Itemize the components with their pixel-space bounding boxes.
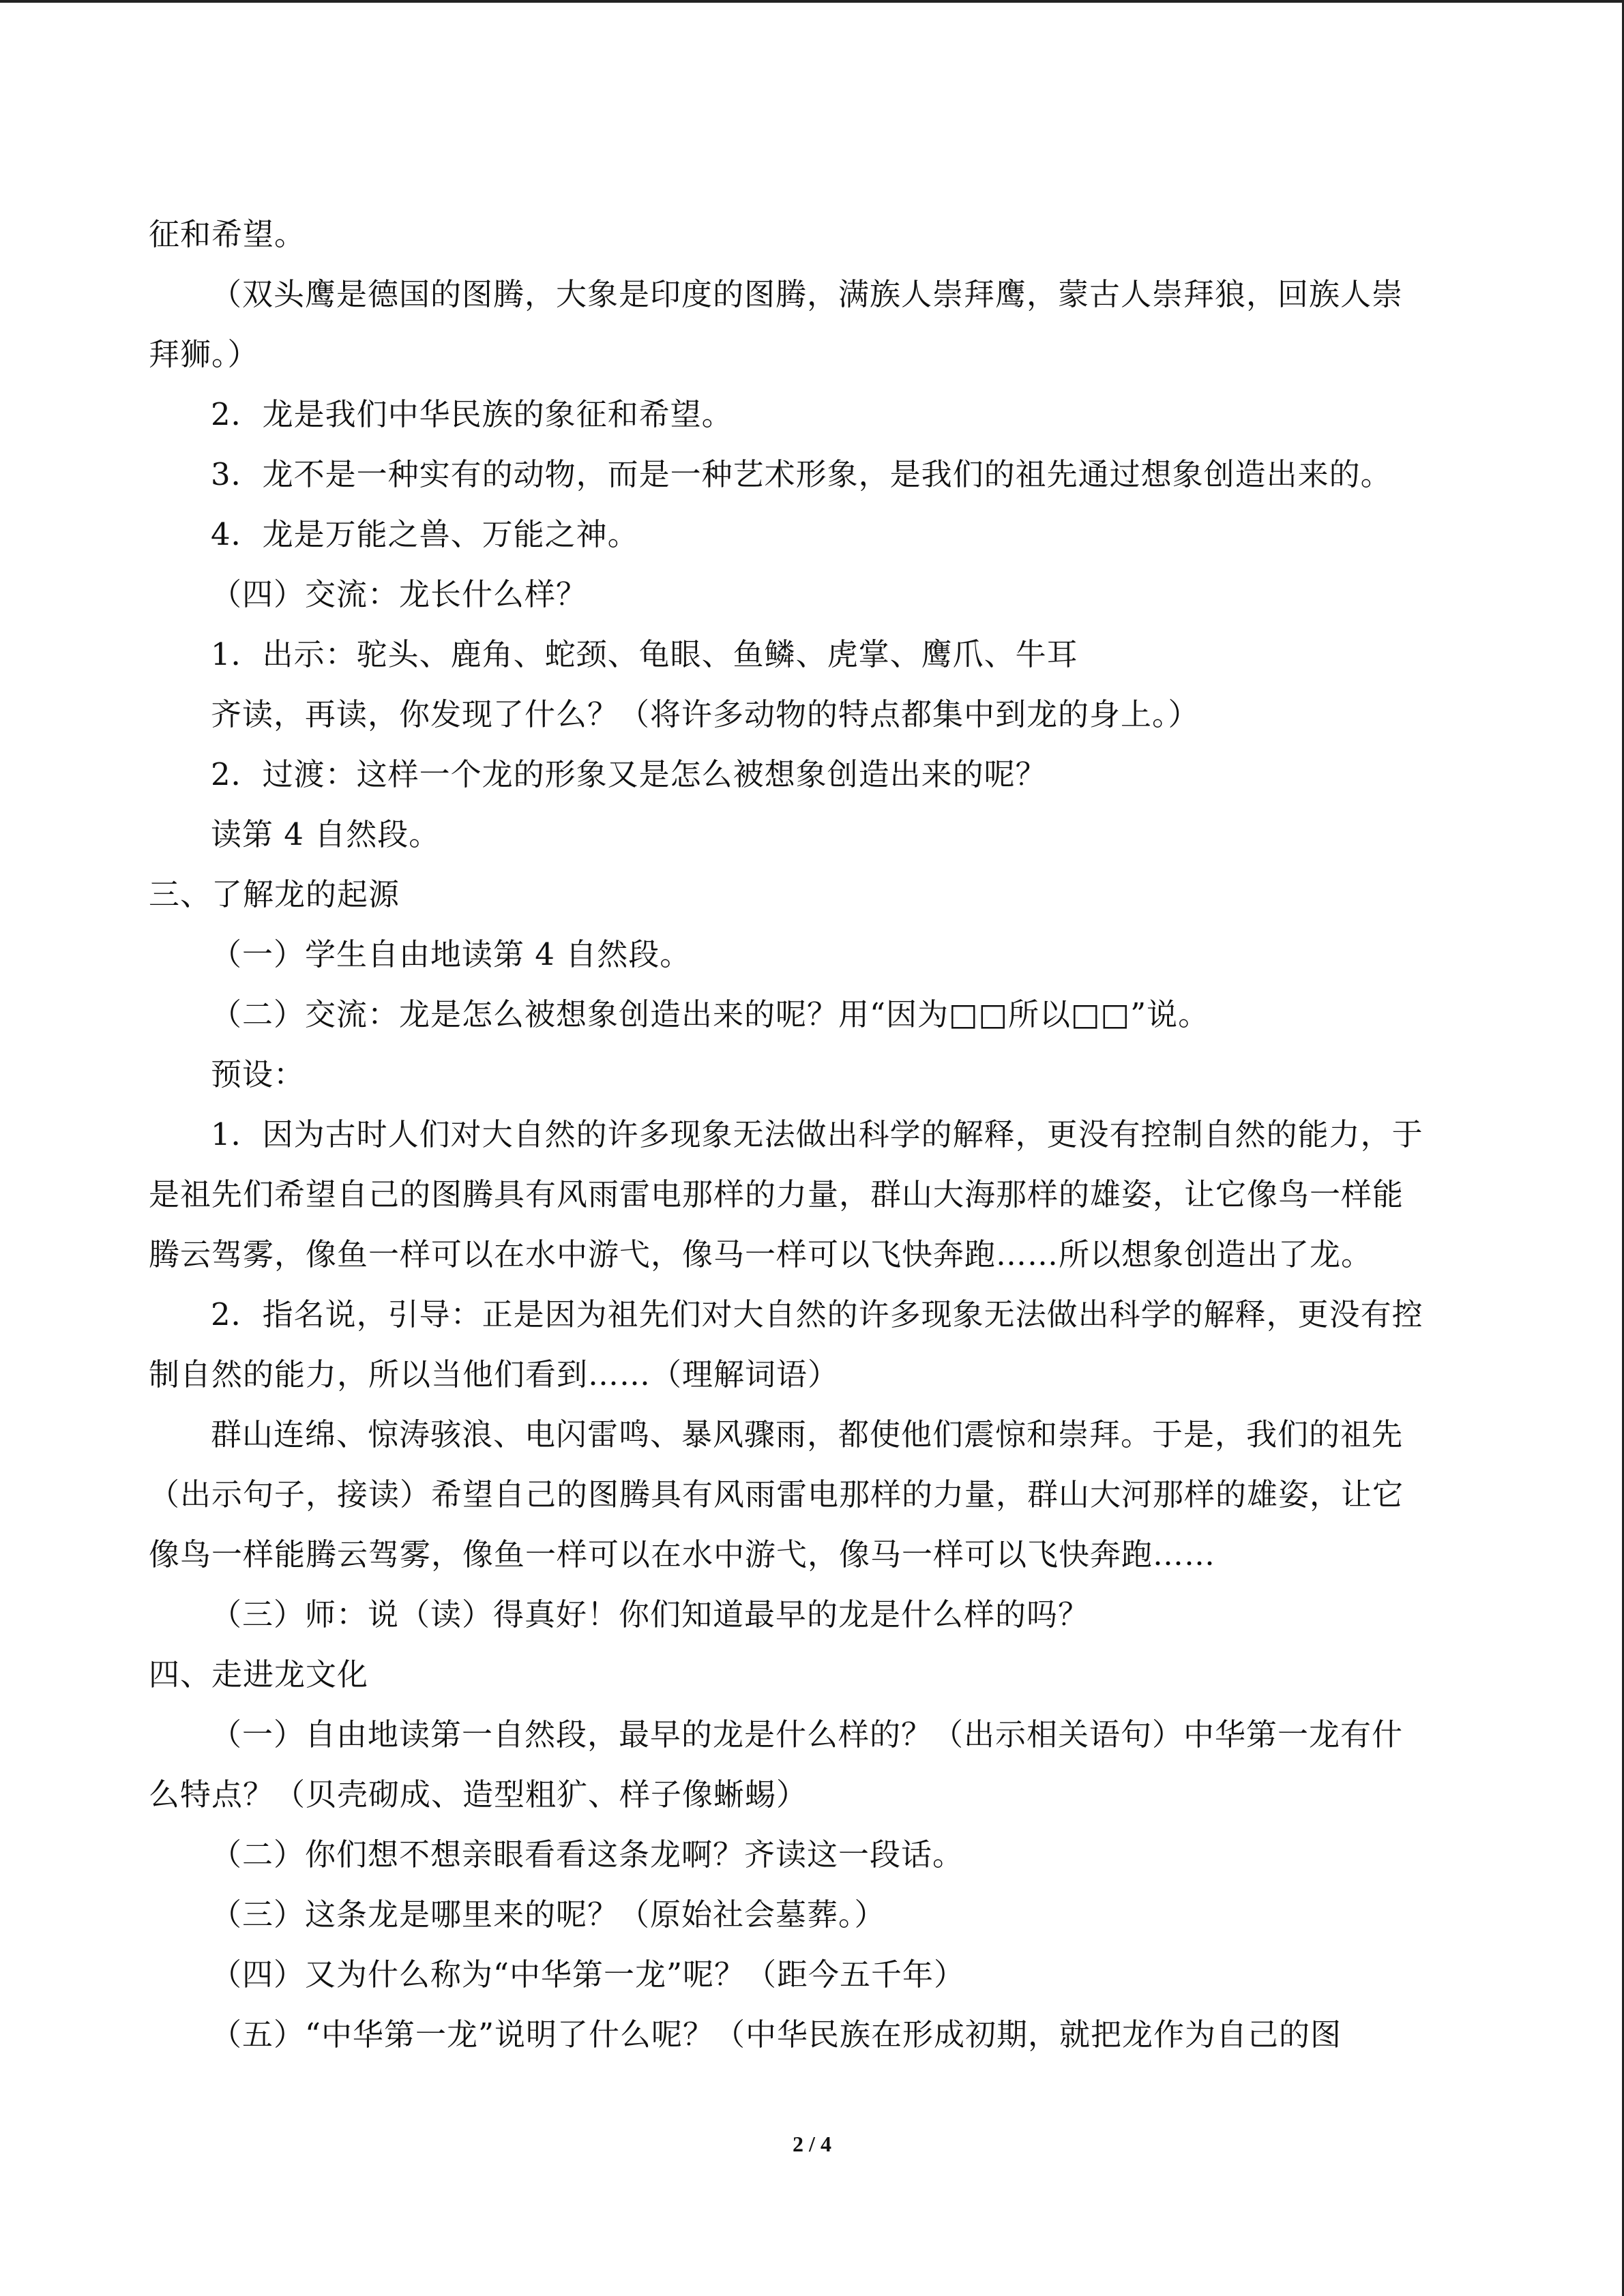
text-line: 1．因为古时人们对大自然的许多现象无法做出科学的解释，更没有控制自然的能力，于 xyxy=(211,1116,1423,1152)
text-line: 拜狮。） xyxy=(149,336,259,372)
text-line: （三）师：说（读）得真好！你们知道最早的龙是什么样的吗？ xyxy=(211,1596,1090,1632)
text-line: （五）“中华第一龙”说明了什么呢？（中华民族在形成初期，就把龙作为自己的图 xyxy=(211,2016,1342,2053)
text-line: （一）学生自由地读第 4 自然段。 xyxy=(211,936,692,972)
text-line: （双头鹰是德国的图腾，大象是印度的图腾，满族人崇拜鹰，蒙古人崇拜狼，回族人崇 xyxy=(211,276,1404,312)
text-line: （三）这条龙是哪里来的呢？（原始社会墓葬。） xyxy=(211,1896,886,1933)
text-line: 2．龙是我们中华民族的象征和希望。 xyxy=(211,396,733,432)
text-line: （一）自由地读第一自然段，最早的龙是什么样的？（出示相关语句）中华第一龙有什 xyxy=(211,1716,1404,1753)
text-line: 1．出示：驼头、鹿角、蛇颈、龟眼、鱼鳞、虎掌、鹰爪、牛耳 xyxy=(211,636,1078,672)
text-line: 读第 4 自然段。 xyxy=(211,816,441,852)
text-line: 三、了解龙的起源 xyxy=(149,876,400,912)
document-body xyxy=(149,205,1477,2065)
text-line: （出示句子，接读）希望自己的图腾具有风雨雷电那样的力量，群山大河那样的雄姿，让它 xyxy=(149,1476,1404,1512)
text-line: 制自然的能力，所以当他们看到……（理解词语） xyxy=(149,1356,840,1392)
text-line: 么特点？（贝壳砌成、造型粗犷、样子像蜥蜴） xyxy=(149,1776,808,1813)
text-line: （二）交流：龙是怎么被想象创造出来的呢？用“因为□□所以□□”说。 xyxy=(211,996,1210,1032)
text-line: （二）你们想不想亲眼看看这条龙啊？齐读这一段话。 xyxy=(211,1836,964,1873)
text-line: 2．过渡：这样一个龙的形象又是怎么被想象创造出来的呢？ xyxy=(211,756,1047,792)
page-top-border xyxy=(0,0,1624,3)
text-line: 腾云驾雾，像鱼一样可以在水中游弋，像马一样可以飞快奔跑……所以想象创造出了龙。 xyxy=(149,1236,1373,1272)
text-line: （四）又为什么称为“中华第一龙”呢？（距今五千年） xyxy=(211,1956,966,1993)
text-line: （四）交流：龙长什么样？ xyxy=(211,576,588,612)
text-line: 预设： xyxy=(211,1056,306,1092)
text-line: 4．龙是万能之兽、万能之神。 xyxy=(211,516,639,552)
text-line: 群山连绵、惊涛骇浪、电闪雷鸣、暴风骤雨，都使他们震惊和崇拜。于是，我们的祖先 xyxy=(211,1416,1404,1452)
text-line: 齐读，再读，你发现了什么？（将许多动物的特点都集中到龙的身上。） xyxy=(211,696,1200,732)
text-line: 征和希望。 xyxy=(149,216,306,252)
text-line: 像鸟一样能腾云驾雾，像鱼一样可以在水中游弋，像马一样可以飞快奔跑…… xyxy=(149,1536,1216,1572)
text-line: 3．龙不是一种实有的动物，而是一种艺术形象，是我们的祖先通过想象创造出来的。 xyxy=(211,456,1392,492)
page-number: 2 / 4 xyxy=(793,2132,831,2156)
text-line: 2．指名说，引导：正是因为祖先们对大自然的许多现象无法做出科学的解释，更没有控 xyxy=(211,1296,1423,1332)
text-line: 四、走进龙文化 xyxy=(149,1656,369,1693)
text-line: 是祖先们希望自己的图腾具有风雨雷电那样的力量，群山大海那样的雄姿，让它像鸟一样能 xyxy=(149,1176,1404,1212)
